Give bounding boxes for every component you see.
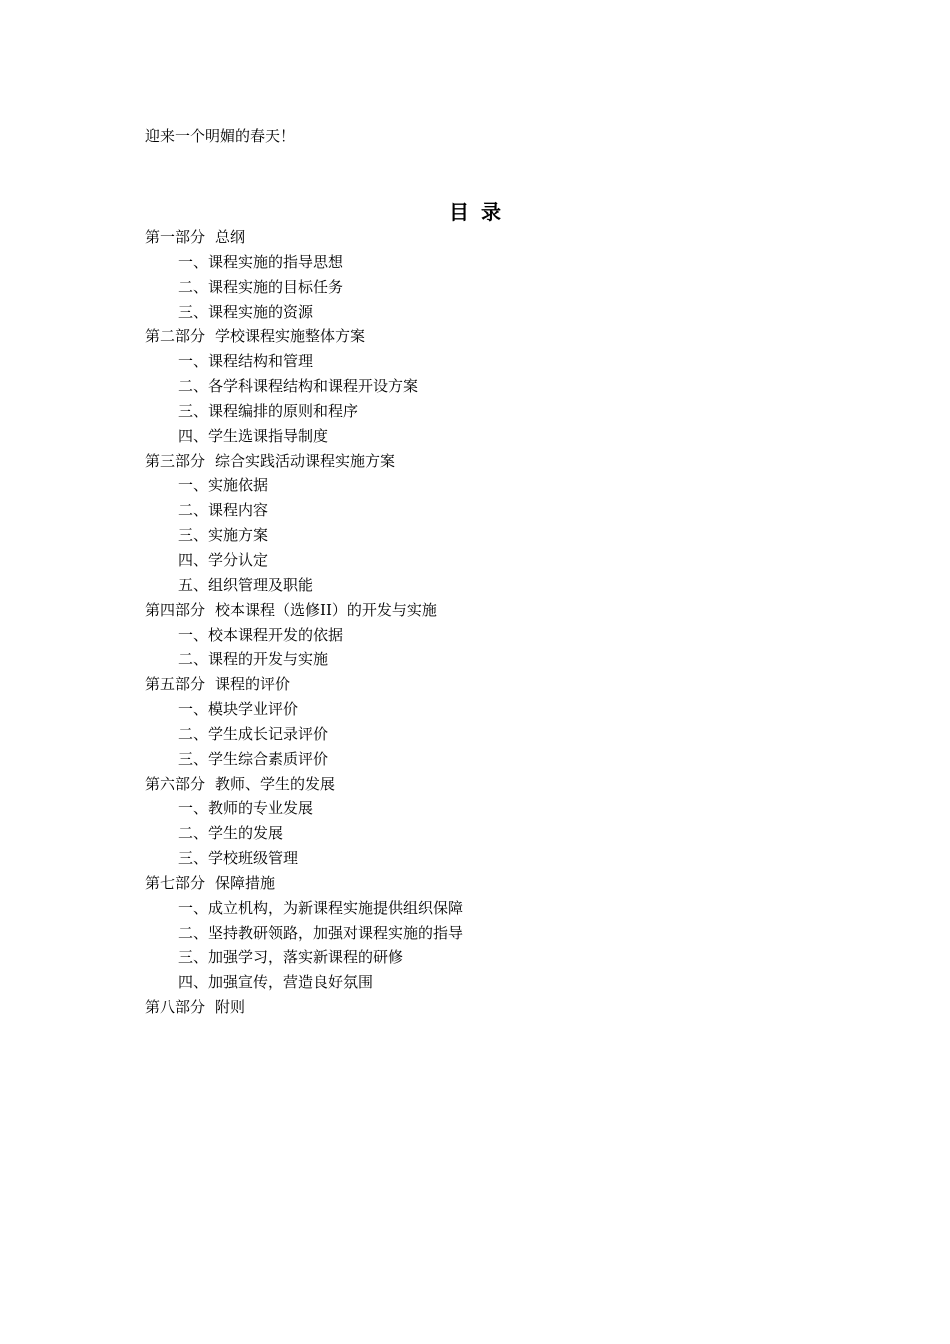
table-of-contents	[145, 225, 463, 1020]
toc-section-item	[145, 821, 463, 846]
toc-section-item	[145, 498, 463, 523]
toc-section-label: 三、加强学习，落实新课程的研修	[178, 948, 404, 967]
toc-section-item	[145, 300, 463, 325]
toc-part-label: 总纲	[215, 228, 246, 246]
toc-section-item	[145, 399, 463, 424]
toc-part-number: 第八部分	[145, 998, 206, 1017]
toc-part-number: 第五部分	[145, 675, 206, 694]
toc-part-heading	[145, 598, 463, 623]
toc-section-item	[145, 374, 463, 399]
toc-section-label: 一、模块学业评价	[178, 700, 299, 719]
toc-section-label: 一、课程实施的指导思想	[178, 252, 344, 271]
toc-section-item	[145, 548, 463, 573]
toc-part-label: 附则	[215, 998, 246, 1017]
toc-part-label: 课程的评价	[215, 675, 291, 694]
toc-section-label: 三、课程实施的资源	[178, 302, 314, 321]
toc-section-item	[145, 921, 463, 946]
toc-section-item	[145, 275, 463, 300]
toc-section-item	[145, 523, 463, 548]
toc-part-heading	[145, 871, 463, 896]
toc-part-heading	[145, 995, 463, 1020]
toc-section-item	[145, 647, 463, 672]
toc-section-label: 一、实施依据	[178, 476, 269, 495]
toc-part-label: 教师、学生的发展	[215, 774, 336, 793]
toc-section-item	[145, 747, 463, 772]
toc-part-label: 校本课程（选修II）的开发与实施	[215, 600, 437, 619]
toc-section-item	[145, 424, 463, 449]
toc-section-label: 四、加强宣传，营造良好氛围	[178, 973, 374, 992]
toc-part-number: 第四部分	[145, 600, 206, 619]
toc-part-heading	[145, 449, 463, 474]
toc-part-label: 保障措施	[215, 873, 276, 892]
toc-section-label: 二、学生的发展	[178, 824, 284, 843]
toc-part-number: 第六部分	[145, 774, 206, 793]
toc-section-item	[145, 846, 463, 871]
toc-part-number: 第七部分	[145, 873, 206, 892]
toc-part-heading	[145, 672, 463, 697]
toc-section-label: 三、学校班级管理	[178, 849, 299, 868]
toc-part-number: 第三部分	[145, 451, 206, 470]
toc-section-label: 三、课程编排的原则和程序	[178, 401, 359, 420]
toc-section-label: 一、成立机构，为新课程实施提供组织保障	[178, 898, 464, 917]
intro-text: 迎来一个明媚的春天！	[145, 127, 296, 145]
toc-section-item	[145, 796, 463, 821]
toc-section-label: 四、学生选课指导制度	[178, 426, 329, 445]
toc-section-item	[145, 945, 463, 970]
toc-section-item	[145, 250, 463, 275]
toc-title: 目录	[449, 200, 513, 224]
toc-section-item	[145, 473, 463, 498]
toc-section-label: 一、校本课程开发的依据	[178, 625, 344, 644]
toc-section-label: 二、课程的开发与实施	[178, 650, 329, 669]
toc-part-heading	[145, 772, 463, 797]
toc-part-heading	[145, 324, 463, 349]
toc-section-item	[145, 349, 463, 374]
toc-section-item	[145, 573, 463, 598]
toc-section-label: 四、学分认定	[178, 550, 269, 569]
toc-section-item	[145, 623, 463, 648]
toc-section-label: 三、实施方案	[178, 526, 269, 545]
toc-part-label: 学校课程实施整体方案	[215, 327, 366, 346]
toc-part-label: 综合实践活动课程实施方案	[215, 451, 396, 470]
toc-section-label: 五、组织管理及职能	[178, 575, 314, 594]
toc-section-item	[145, 697, 463, 722]
toc-section-label: 二、坚持教研领路，加强对课程实施的指导	[178, 923, 464, 942]
toc-section-label: 一、教师的专业发展	[178, 799, 314, 818]
toc-section-label: 二、各学科课程结构和课程开设方案	[178, 377, 419, 396]
toc-part-heading	[145, 225, 463, 250]
toc-section-item	[145, 722, 463, 747]
toc-section-label: 二、课程内容	[178, 501, 269, 520]
toc-section-item	[145, 970, 463, 995]
toc-section-item	[145, 896, 463, 921]
toc-section-label: 二、学生成长记录评价	[178, 724, 329, 743]
toc-section-label: 一、课程结构和管理	[178, 352, 314, 371]
toc-part-number: 第一部分	[145, 228, 206, 246]
toc-section-label: 三、学生综合素质评价	[178, 749, 329, 768]
toc-section-label: 二、课程实施的目标任务	[178, 277, 344, 296]
toc-part-number: 第二部分	[145, 327, 206, 346]
